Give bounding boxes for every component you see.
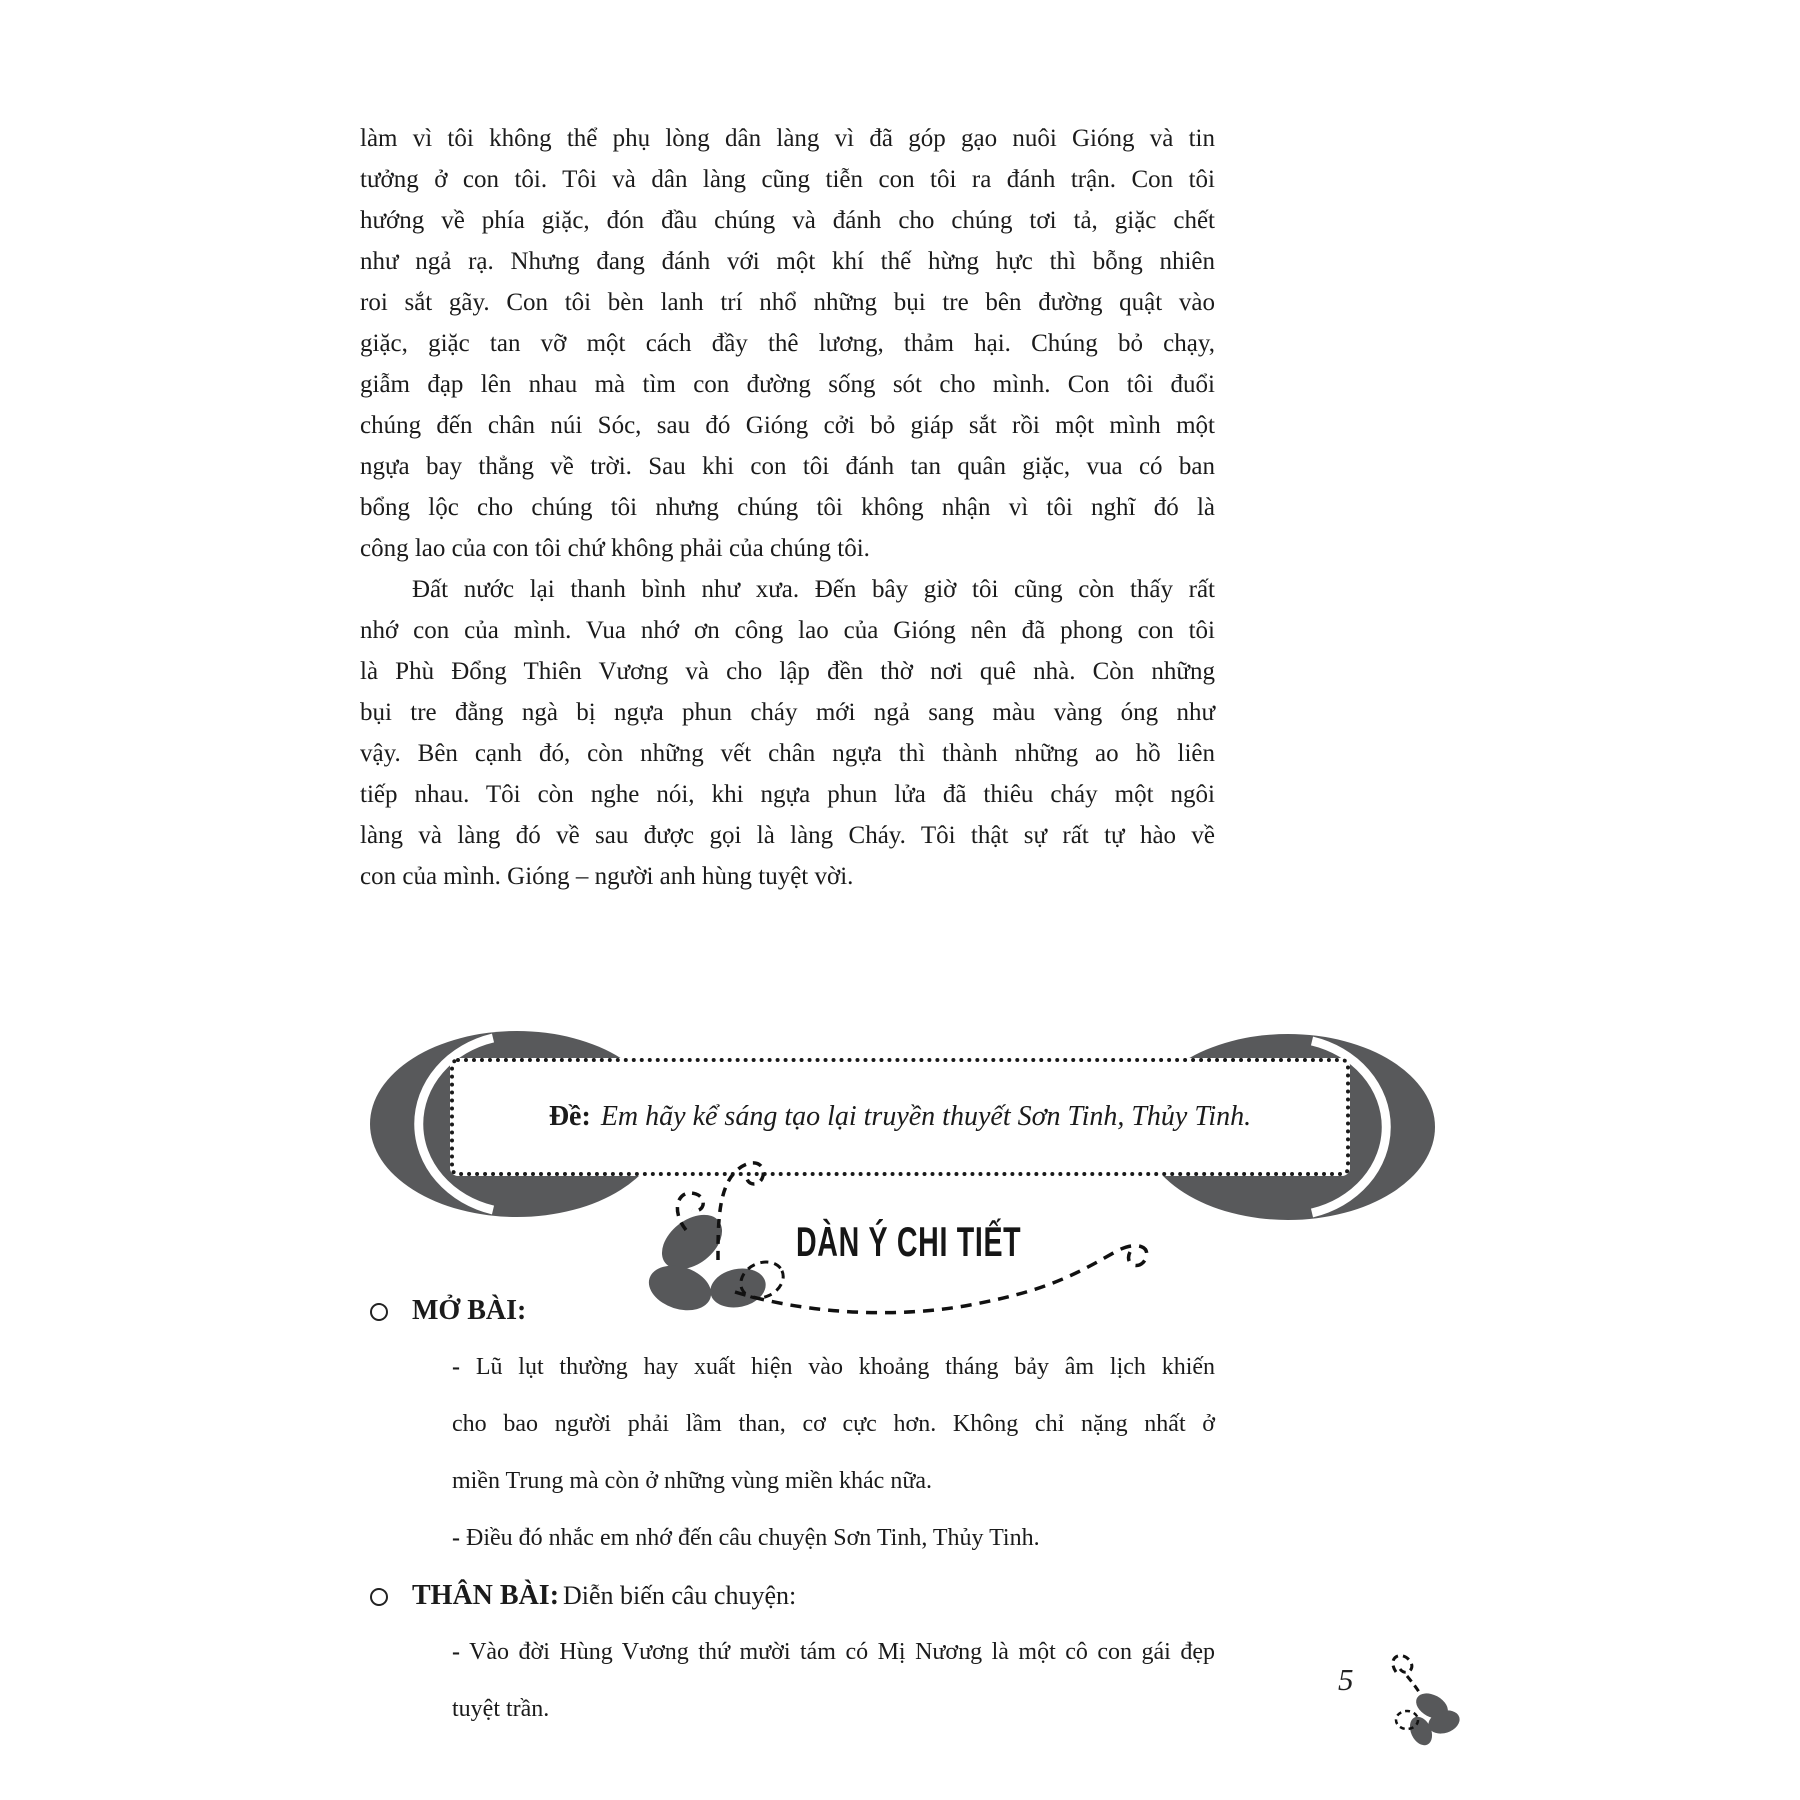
outline-item-continuation (452, 1681, 1215, 1738)
heading-subtitle: Diễn biến câu chuyện: (563, 1581, 797, 1610)
dash-bullet: - (452, 1639, 460, 1665)
story-line: làng và làng đó về sau được gọi là làng Cháy. Tôi thật sự rất tự hào về (360, 822, 1215, 849)
story-line: giặc, giặc tan vỡ một cách đầy thê lương, thảm hại. Chúng bỏ chạy, (360, 330, 1215, 357)
heading-label: MỞ BÀI: (412, 1295, 527, 1326)
outline-item-text: cho bao người phải lầm than, cơ cực hơn. Không chỉ nặng nhất ở (452, 1411, 1215, 1437)
outline-item-text: tuyệt trần. (452, 1696, 550, 1722)
outline-list (360, 1282, 1215, 1738)
story-line: bụi tre đằng ngà bị ngựa phun cháy mới ngả sang màu vàng óng như (360, 699, 1215, 726)
outline-item-text: Lũ lụt thường hay xuất hiện vào khoảng tháng bảy âm lịch khiến (475, 1354, 1216, 1380)
outline-heading-than-bai (360, 1567, 1215, 1624)
story-line: vậy. Bên cạnh đó, còn những vết chân ngựa thì thành những ao hồ liên (360, 740, 1215, 767)
outline-title: DÀN Ý CHI TIẾT (796, 1218, 1022, 1265)
page-number: 5 (1338, 1662, 1354, 1697)
story-line: roi sắt gãy. Con tôi bèn lanh trí nhổ những bụi tre bên đường quật vào (360, 289, 1215, 316)
story-line: giẫm đạp lên nhau mà tìm con đường sống sót cho mình. Con tôi đuổi (360, 371, 1215, 398)
prompt-label: Đề: (548, 1101, 591, 1132)
small-flower-flourish-icon (1374, 1652, 1462, 1760)
story-line: tiếp nhau. Tôi còn nghe nói, khi ngựa phun lửa đã thiêu cháy một ngôi (360, 781, 1215, 808)
story-line: Đất nước lại thanh bình như xưa. Đến bây giờ tôi cũng còn thấy rất (412, 576, 1215, 603)
outline-item-text: Vào đời Hùng Vương thứ mười tám có Mị Nương là một cô con gái đẹp (469, 1639, 1215, 1665)
story-line: làm vì tôi không thể phụ lòng dân làng vì đã góp gạo nuôi Gióng và tin (360, 125, 1215, 152)
story-line: nhớ con của mình. Vua nhớ ơn công lao của Gióng nên đã phong con tôi (360, 617, 1215, 644)
outline-item-continuation (452, 1453, 1215, 1510)
story-line: hướng về phía giặc, đón đầu chúng và đánh cho chúng tơi tả, giặc chết (360, 207, 1215, 234)
outline-item-text: Điều đó nhắc em nhớ đến câu chuyện Sơn Tinh, Thủy Tinh. (466, 1525, 1040, 1551)
story-line: bổng lộc cho chúng tôi nhưng chúng tôi không nhận vì tôi nghĩ đó là (360, 494, 1215, 521)
dash-bullet: - (452, 1354, 460, 1380)
prompt-text: Em hãy kể sáng tạo lại truyền thuyết Sơn Tinh, Thủy Tinh. (600, 1101, 1252, 1132)
story-line: chúng đến chân núi Sóc, sau đó Gióng cởi bỏ giáp sắt rồi một mình một (360, 412, 1215, 439)
outline-item (452, 1624, 1215, 1681)
outline-item (452, 1339, 1215, 1396)
dash-bullet: - (452, 1525, 460, 1551)
page-footer (1338, 1652, 1462, 1760)
outline-item-continuation (452, 1396, 1215, 1453)
circle-bullet-icon (370, 1588, 388, 1606)
story-line: công lao của con tôi chứ không phải của chúng tôi. (360, 535, 870, 562)
outline-item-text: miền Trung mà còn ở những vùng miền khác nữa. (452, 1468, 932, 1494)
story-line: ngựa bay thẳng về trời. Sau khi con tôi đánh tan quân giặc, vua có ban (360, 453, 1215, 480)
story-line: như ngả rạ. Nhưng đang đánh với một khí thế hừng hực thì bỗng nhiên (360, 248, 1215, 275)
outline-heading-mo-bai (360, 1282, 1215, 1339)
story-line: là Phù Đổng Thiên Vương và cho lập đền thờ nơi quê nhà. Còn những (360, 658, 1215, 685)
heading-label: THÂN BÀI: (412, 1580, 560, 1611)
story-text (360, 118, 1215, 897)
story-line: tưởng ở con tôi. Tôi và dân làng cũng tiễn con tôi ra đánh trận. Con tôi (360, 166, 1215, 193)
outline-item (452, 1510, 1215, 1567)
circle-bullet-icon (370, 1303, 388, 1321)
story-line: con của mình. Gióng – người anh hùng tuyệt vời. (360, 863, 854, 890)
